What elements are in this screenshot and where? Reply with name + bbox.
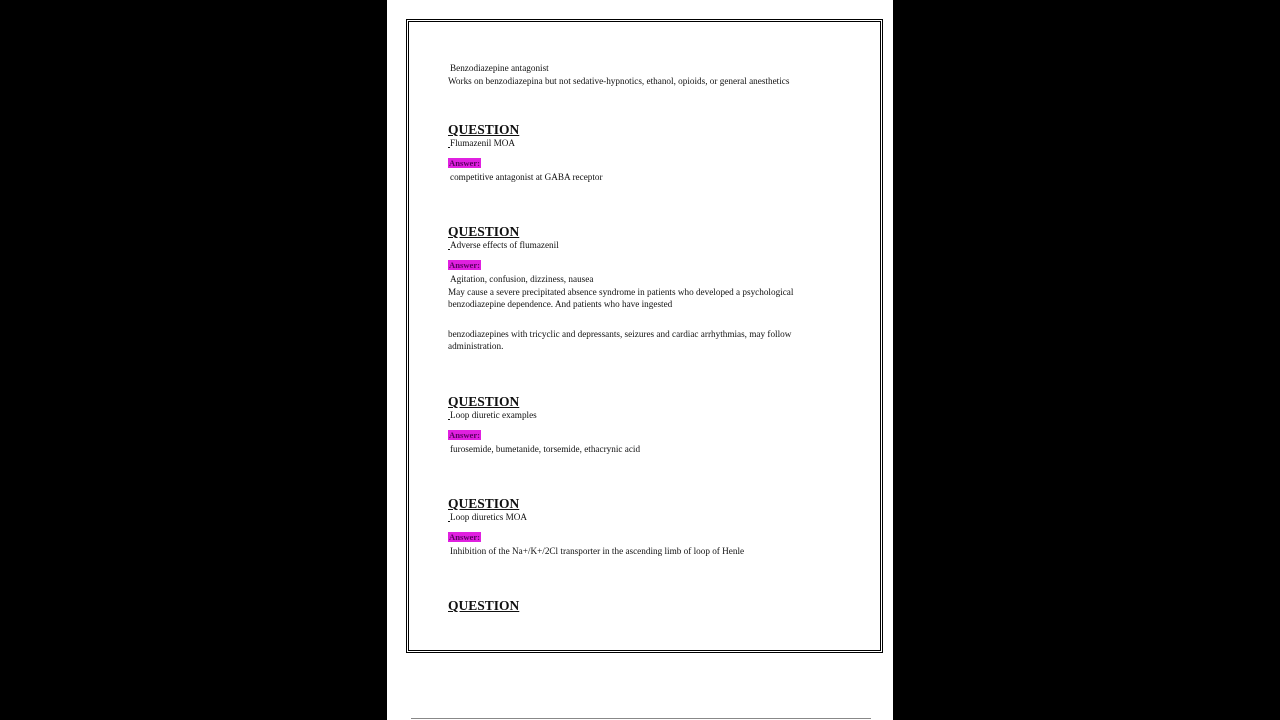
intro-answer: [448, 62, 848, 87]
answer-label: Answer:: [449, 158, 481, 168]
question-text: Flumazenil MOA: [448, 137, 848, 149]
question-heading: QUESTION: [448, 122, 520, 137]
answer-label: Answer:: [449, 430, 481, 440]
question-block-5: [448, 598, 848, 613]
question-text: Adverse effects of flumazenil: [448, 239, 848, 251]
answer-text: benzodiazepine dependence. And patients who have ingested: [448, 299, 673, 309]
intro-line-1: Benzodiazepine antagonist: [450, 63, 549, 73]
next-page-rule: [411, 718, 871, 719]
intro-line-2: Works on benzodiazepina but not sedative-hypnotics, ethanol, opioids, or general anesthetics: [448, 75, 790, 86]
answer-text: furosemide, bumetanide, torsemide, ethacrynic acid: [450, 444, 641, 454]
question-block-1: [448, 122, 848, 184]
question-text: Loop diuretics MOA: [448, 511, 848, 523]
question-text: Loop diuretic examples: [448, 409, 848, 421]
answer-text: Inhibition of the Na+/K+/2Cl transporter in the ascending limb of loop of Henle: [450, 546, 745, 556]
answer-text: May cause a severe precipitated absence syndrome in patients who developed a psychological: [448, 286, 794, 297]
question-heading: QUESTION: [448, 598, 520, 613]
answer-continuation: benzodiazepines with tricyclic and depressants, seizures and cardiac arrhythmias, may follow: [448, 328, 792, 339]
question-heading: QUESTION: [448, 394, 520, 409]
answer-text: Agitation, confusion, dizziness, nausea: [450, 274, 594, 284]
answer-label: Answer:: [449, 532, 481, 542]
question-block-3: [448, 394, 848, 456]
answer-label: Answer:: [449, 260, 481, 270]
answer-text: competitive antagonist at GABA receptor: [450, 172, 603, 182]
question-block-4: [448, 496, 848, 558]
question-heading: QUESTION: [448, 496, 520, 511]
answer-continuation: administration.: [448, 341, 504, 351]
document-page: [387, 0, 893, 720]
question-block-2: [448, 224, 848, 353]
question-heading: QUESTION: [448, 224, 520, 239]
